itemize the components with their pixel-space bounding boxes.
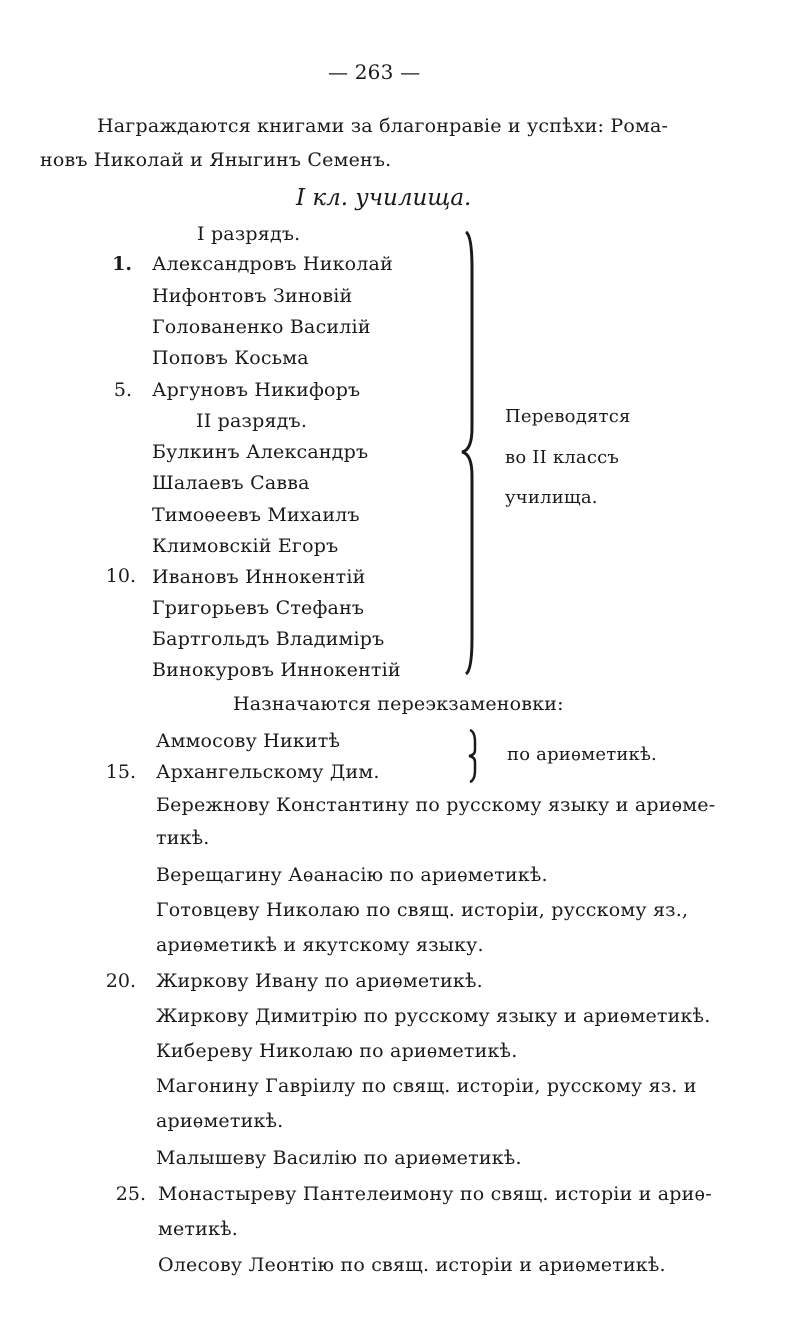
reexam-line: Магонину Гавріилу по свящ. исторіи, русскому яз. и xyxy=(156,1075,697,1097)
reexam-line: ариѳметикѣ. xyxy=(156,1110,284,1132)
reexam-title: Назначаются переэкзаменовки: xyxy=(233,693,564,715)
list-number-15: 15. xyxy=(105,761,136,783)
list-number-5: 5. xyxy=(113,379,132,401)
transfer-note-line-2: во II классъ xyxy=(505,447,620,468)
student-name: Григорьевъ Стефанъ xyxy=(152,597,365,619)
list-number-25: 25. xyxy=(115,1183,146,1205)
reexam-line: Готовцеву Николаю по свящ. исторіи, русскому яз., xyxy=(156,899,689,921)
reexam-line: тикѣ. xyxy=(156,827,210,849)
transfer-note-line-3: училища. xyxy=(505,487,598,508)
list-number-1: 1. xyxy=(112,253,132,275)
reexam-line: Жиркову Димитрію по русскому языку и ариѳметикѣ. xyxy=(156,1005,711,1027)
intro-line-2: новъ Николай и Яныгинъ Семенъ. xyxy=(40,149,392,171)
student-name: Нифонтовъ Зиновій xyxy=(152,285,353,307)
reexam-line: Жиркову Ивану по ариѳметикѣ. xyxy=(156,970,483,992)
reexam-line: Малышеву Василію по ариѳметикѣ. xyxy=(156,1147,522,1169)
rank-1-title: I разрядъ. xyxy=(197,223,301,245)
student-name: Тимоѳеевъ Михаилъ xyxy=(152,504,360,526)
student-name: Шалаевъ Савва xyxy=(152,472,310,494)
student-name: Ивановъ Иннокентій xyxy=(152,566,366,588)
student-name: Бартгольдъ Владиміръ xyxy=(152,628,385,650)
reexam-line: Кибереву Николаю по ариѳметикѣ. xyxy=(156,1040,518,1062)
intro-line-1: Награждаются книгами за благонравіе и успѣхи: Рома- xyxy=(97,115,669,137)
transfer-note-line-1: Переводятся xyxy=(505,406,631,427)
small-brace-icon xyxy=(462,728,484,784)
reexam-student: Аммосову Никитѣ xyxy=(156,730,341,752)
reexam-line: Бережнову Константину по русскому языку и ариѳме- xyxy=(156,794,716,816)
page-number: — 263 — xyxy=(328,60,421,84)
reexam-line: Монастыреву Пантелеимону по свящ. исторіи и ариѳ- xyxy=(158,1183,712,1205)
student-name: Голованенко Василій xyxy=(152,316,371,338)
student-name: Александровъ Николай xyxy=(152,253,393,275)
list-number-10: 10. xyxy=(105,565,136,587)
reexam-line: метикѣ. xyxy=(158,1218,238,1240)
reexam-line: ариѳметикѣ и якутскому языку. xyxy=(156,934,484,956)
rank-2-title: II разрядъ. xyxy=(196,410,308,432)
student-name: Винокуровъ Иннокентій xyxy=(152,659,401,681)
student-name: Булкинъ Александръ xyxy=(152,441,369,463)
student-name: Климовскій Егоръ xyxy=(152,535,339,557)
student-name: Аргуновъ Никифоръ xyxy=(152,379,361,401)
list-number-20: 20. xyxy=(105,970,136,992)
section-heading: I кл. училища. xyxy=(296,185,472,211)
reexam-subject: по ариѳметикѣ. xyxy=(507,744,657,765)
reexam-student: Архангельскому Дим. xyxy=(156,761,380,783)
large-brace-icon xyxy=(452,228,492,678)
student-name: Поповъ Косьма xyxy=(152,347,309,369)
reexam-line: Олесову Леонтію по свящ. исторіи и ариѳметикѣ. xyxy=(158,1254,666,1276)
reexam-line: Верещагину Аѳанасію по ариѳметикѣ. xyxy=(156,864,548,886)
